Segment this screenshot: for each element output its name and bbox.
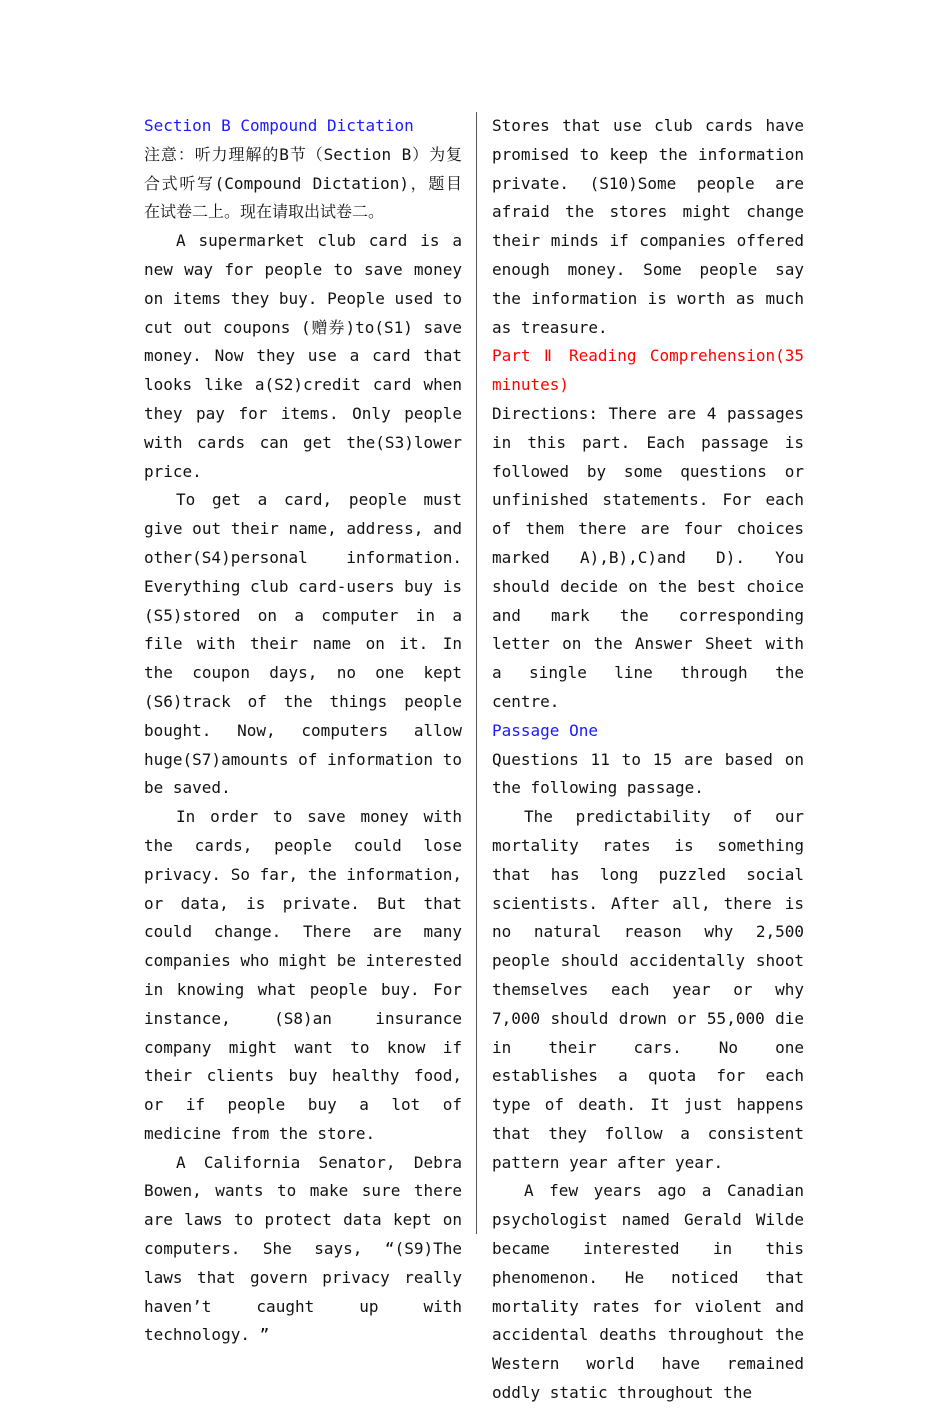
passage-one-heading: Passage One: [492, 720, 598, 740]
paragraph: A California Senator, Debra Bowen, wants to make sure there are laws to protect data kept on computers. She says, “(S9)The laws that govern privacy really haven’t caught up with technology. ”: [144, 1152, 462, 1345]
questions-intro: Questions 11 to 15 are based on the following passage.: [492, 749, 804, 798]
paragraph: In order to save money with the cards, people could lose privacy. So far, the information, or data, is private. But that could change. There are many companies who might be interested in knowing what people buy. For instance, (S8)an insurance company might want to know if their clients buy healthy food, or if people buy a lot of medicine from the store.: [144, 807, 462, 1143]
directions: Directions: There are 4 passages in this part. Each passage is followed by some questions or unfinished statements. For each of them there are four choices marked A),B),C)and D). You should decide on the best choice and mark the corresponding letter on the Answer Sheet with a single line through the centre.: [492, 403, 804, 711]
paragraph: A few years ago a Canadian psychologist named Gerald Wilde became interested in this phenomenon. He noticed that mortality rates for violent and accidental deaths throughout the Western world have remained oddly static throughout the: [492, 1181, 804, 1403]
part-ii-heading: Part Ⅱ Reading Comprehension(35 minutes): [492, 346, 804, 395]
paragraph: The predictability of our mortality rates is something that has long puzzled social scientists. After all, there is no natural reason why 2,500 people should accidentally shoot themselves each year or why 7,000 should drown or 55,000 die in their cars. No one establishes a quota for each type of death. It just happens that they follow a consistent pattern year after year.: [492, 807, 804, 1172]
chinese-note: 注意：听力理解的B节（Section B）为复合式听写(Compound Dictation)，题目在试卷二上。现在请取出试卷二。: [144, 144, 462, 222]
column-divider: [476, 112, 477, 1234]
right-column: [492, 112, 804, 1408]
paragraph: A supermarket club card is a new way for people to save money on items they buy. People used to cut out coupons (赠券)to(S1) save money. Now they use a card that looks like a(S2)credit card when they pay for items. Only people with cards can get the(S3)lower price.: [144, 231, 462, 481]
paragraph-continuation: Stores that use club cards have promised to keep the information private. (S10)Some people are afraid the stores might change their minds if companies offered enough money. Some people say the information is worth as much as treasure.: [492, 116, 804, 337]
section-b-heading: Section B Compound Dictation: [144, 116, 414, 135]
paragraph: To get a card, people must give out their name, address, and other(S4)personal information. Everything club card-users buy is (S5)stored on a computer in a file with their name on it. In the coupon days, no one kept (S6)track of the things people bought. Now, computers allow huge(S7)amounts of information to be saved.: [144, 490, 462, 798]
left-column: [144, 112, 462, 1350]
